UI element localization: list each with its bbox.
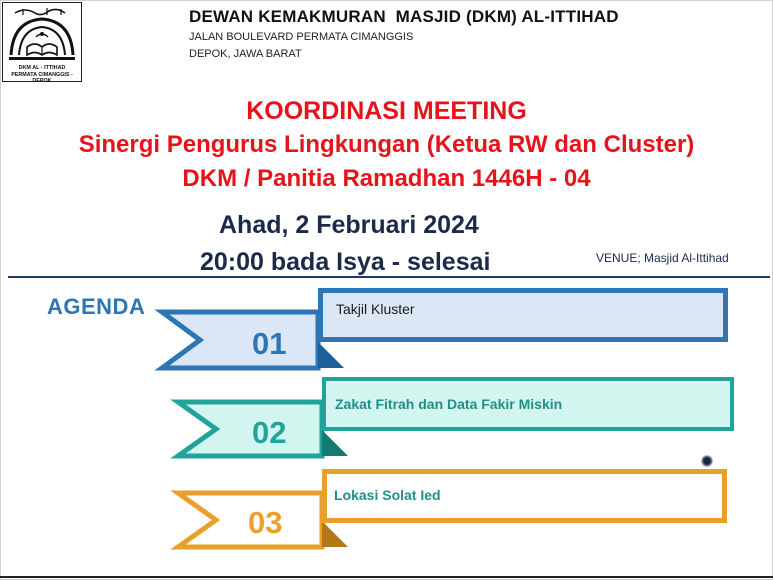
meeting-time: 20:00 bada Isya - selesai	[200, 248, 491, 276]
agenda-item-03-number: 03	[248, 505, 283, 540]
agenda-item-02-number: 02	[252, 415, 287, 450]
meeting-date: Ahad, 2 Februari 2024	[219, 211, 479, 239]
venue-label: VENUE; Masjid Al-Ittihad	[596, 251, 729, 265]
meeting-title: KOORDINASI MEETING	[246, 97, 527, 125]
ribbon-01	[162, 312, 318, 368]
agenda-item-02-text: Zakat Fitrah dan Data Fakir Miskin	[335, 396, 563, 412]
ribbon-fold-02	[322, 430, 348, 456]
agenda-item-03-text: Lokasi Solat Ied	[334, 487, 441, 503]
ribbon-02	[178, 402, 322, 456]
agenda-item-01-text: Takjil Kluster	[336, 301, 415, 317]
ribbon-fold-03	[322, 521, 348, 547]
meeting-subtitle-2: DKM / Panitia Ramadhan 1446H - 04	[182, 165, 591, 192]
logo-caption-2: PERMATA CIMANGGIS - DEPOK	[11, 72, 73, 84]
ribbon-fold-01	[318, 342, 344, 368]
agenda-heading: AGENDA	[47, 294, 146, 319]
address-line-1: JALAN BOULEVARD PERMATA CIMANGGIS	[189, 31, 414, 43]
org-name: DEWAN KEMAKMURAN MASJID (DKM) AL-ITTIHAD	[189, 7, 619, 26]
address-line-2: DEPOK, JAWA BARAT	[189, 48, 302, 60]
agenda-item-01-number: 01	[252, 326, 287, 361]
pointer-cursor	[701, 455, 713, 467]
meeting-subtitle: Sinergi Pengurus Lingkungan (Ketua RW dan Cluster)	[78, 131, 695, 158]
logo-caption-1: DKM AL - ITTIHAD	[18, 65, 66, 71]
bottom-border	[0, 576, 773, 578]
